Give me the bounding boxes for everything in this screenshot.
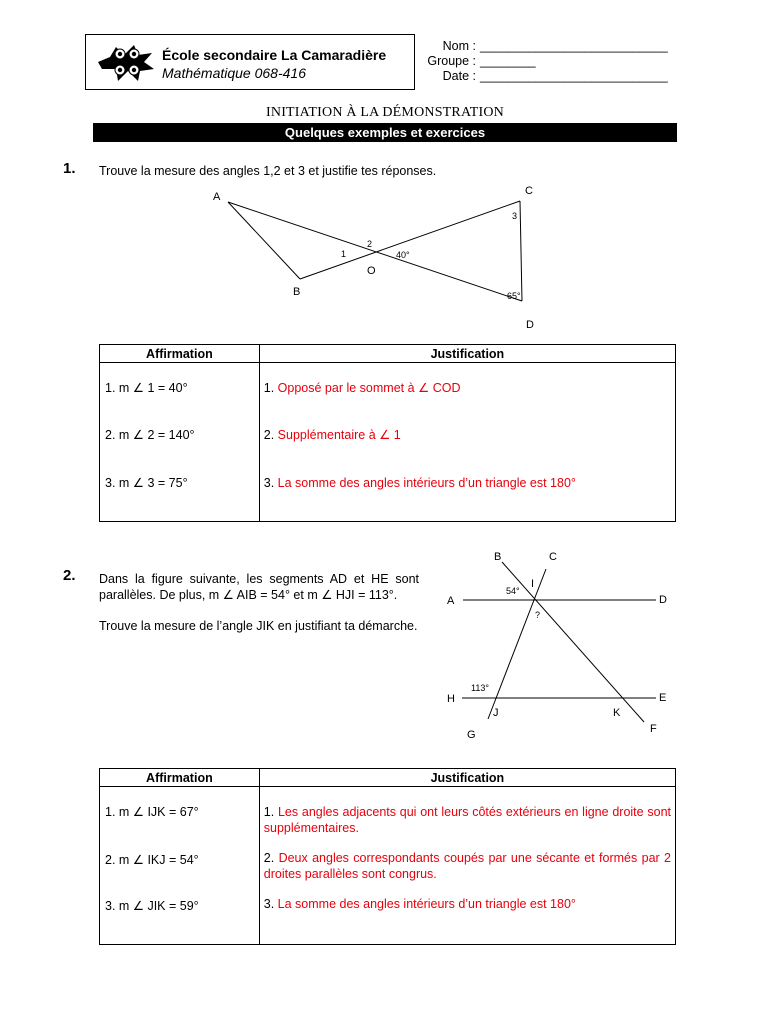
affirmation-cell: 3. m ∠ 3 = 75° xyxy=(105,476,188,490)
question-2-task: Trouve la mesure de l’angle JIK en justifiant ta démarche. xyxy=(99,619,418,633)
point-B-label: B xyxy=(293,286,301,298)
question-1-number: 1. xyxy=(63,160,76,177)
justification-text: Opposé par le sommet à ∠ COD xyxy=(277,381,461,395)
table-row xyxy=(100,363,676,412)
segment-AB xyxy=(228,202,300,279)
point-D-label: D xyxy=(659,594,667,606)
question-2-proof-table xyxy=(99,768,676,945)
date-field[interactable] xyxy=(420,69,668,84)
justification-text: La somme des angles intérieurs d’un triangle est 180° xyxy=(277,476,576,490)
justification-text: Deux angles correspondants coupés par une sécante et formés par 2 droites parallèles sont congrus. xyxy=(263,851,671,881)
justification-number: 1. xyxy=(263,805,278,819)
affirmation-cell: 1. m ∠ 1 = 40° xyxy=(105,381,188,395)
angle-unknown-label: ? xyxy=(535,610,541,620)
point-E-label: E xyxy=(659,692,667,704)
angle-40-label: 40° xyxy=(396,250,410,260)
affirmation-header: Affirmation xyxy=(100,769,260,787)
course-name: Mathématique 068-416 xyxy=(162,65,306,81)
group-field[interactable] xyxy=(420,54,668,69)
justification-cell xyxy=(260,459,675,491)
justification-cell xyxy=(260,411,675,443)
point-F-label: F xyxy=(650,723,657,735)
segment-CD xyxy=(520,201,522,301)
school-logo-icon xyxy=(94,39,158,85)
point-C-label: C xyxy=(525,185,533,197)
justification-number: 2. xyxy=(263,851,279,865)
point-G-label: G xyxy=(467,729,476,741)
justification-cell xyxy=(260,787,675,836)
question-1-proof-table xyxy=(99,344,676,522)
school-name: École secondaire La Camaradière xyxy=(162,47,387,63)
school-header xyxy=(85,34,415,90)
table-header-row xyxy=(100,345,676,363)
justification-number: 3. xyxy=(263,897,278,911)
student-info-fields xyxy=(420,39,668,84)
question-1-figure xyxy=(190,180,550,335)
justification-header: Justification xyxy=(259,345,675,363)
point-K-label: K xyxy=(613,707,621,719)
section-banner: Quelques exemples et exercices xyxy=(93,123,677,142)
angle-54-label: 54° xyxy=(506,586,520,596)
question-2-number: 2. xyxy=(63,567,76,584)
affirmation-cell: 2. m ∠ IKJ = 54° xyxy=(105,853,199,867)
point-O-label: O xyxy=(367,265,376,277)
name-label: Nom : xyxy=(442,39,476,53)
affirmation-cell: 3. m ∠ JIK = 59° xyxy=(105,899,199,913)
document-title: INITIATION À LA DÉMONSTRATION xyxy=(266,105,504,120)
name-line[interactable]: ___________________________ xyxy=(480,39,668,53)
affirmation-header: Affirmation xyxy=(100,345,260,363)
angle-1-label: 1 xyxy=(341,249,347,259)
justification-cell xyxy=(260,363,675,396)
affirmation-cell: 2. m ∠ 2 = 140° xyxy=(105,428,195,442)
angle-2-label: 2 xyxy=(367,239,373,249)
justification-number: 3. xyxy=(263,476,278,490)
group-label: Groupe : xyxy=(427,54,476,68)
table-row xyxy=(100,411,676,459)
table-row xyxy=(100,787,676,837)
point-I-label: I xyxy=(531,578,535,590)
table-header-row xyxy=(100,769,676,787)
date-line[interactable]: ___________________________ xyxy=(480,69,668,83)
question-2-figure xyxy=(440,545,680,745)
point-H-label: H xyxy=(447,693,455,705)
angle-65-label: 65° xyxy=(507,291,521,301)
point-A-label: A xyxy=(447,595,455,607)
affirmation-cell: 1. m ∠ IJK = 67° xyxy=(105,805,199,819)
table-row xyxy=(100,836,676,883)
point-B-label: B xyxy=(494,551,502,563)
point-C-label: C xyxy=(549,551,557,563)
angle-113-label: 113° xyxy=(471,683,489,693)
angle-3-label: 3 xyxy=(512,211,518,221)
question-2-statement: Dans la figure suivante, les segments AD et HE sont parallèles. De plus, m ∠ AIB = 54° et m ∠ HJI = 113°. xyxy=(99,572,419,602)
segment-AD xyxy=(228,202,522,301)
justification-number: 1. xyxy=(263,381,278,395)
justification-cell xyxy=(260,836,675,882)
group-line[interactable]: ________ xyxy=(480,54,536,68)
name-field[interactable] xyxy=(420,39,668,54)
segment-BC xyxy=(300,201,520,279)
point-J-label: J xyxy=(493,707,499,719)
justification-cell xyxy=(260,883,675,912)
justification-header: Justification xyxy=(259,769,675,787)
justification-text: Supplémentaire à ∠ 1 xyxy=(277,428,401,442)
date-label: Date : xyxy=(442,69,476,83)
point-A-label: A xyxy=(213,191,221,203)
point-D-label: D xyxy=(526,319,534,331)
table-row xyxy=(100,883,676,945)
justification-text: La somme des angles intérieurs d’un triangle est 180° xyxy=(277,897,576,911)
justification-number: 2. xyxy=(263,428,278,442)
question-1-text: Trouve la mesure des angles 1,2 et 3 et justifie tes réponses. xyxy=(99,164,437,178)
table-row xyxy=(100,459,676,522)
justification-text: Les angles adjacents qui ont leurs côtés extérieurs en ligne droite sont supplémentaires. xyxy=(263,805,671,835)
